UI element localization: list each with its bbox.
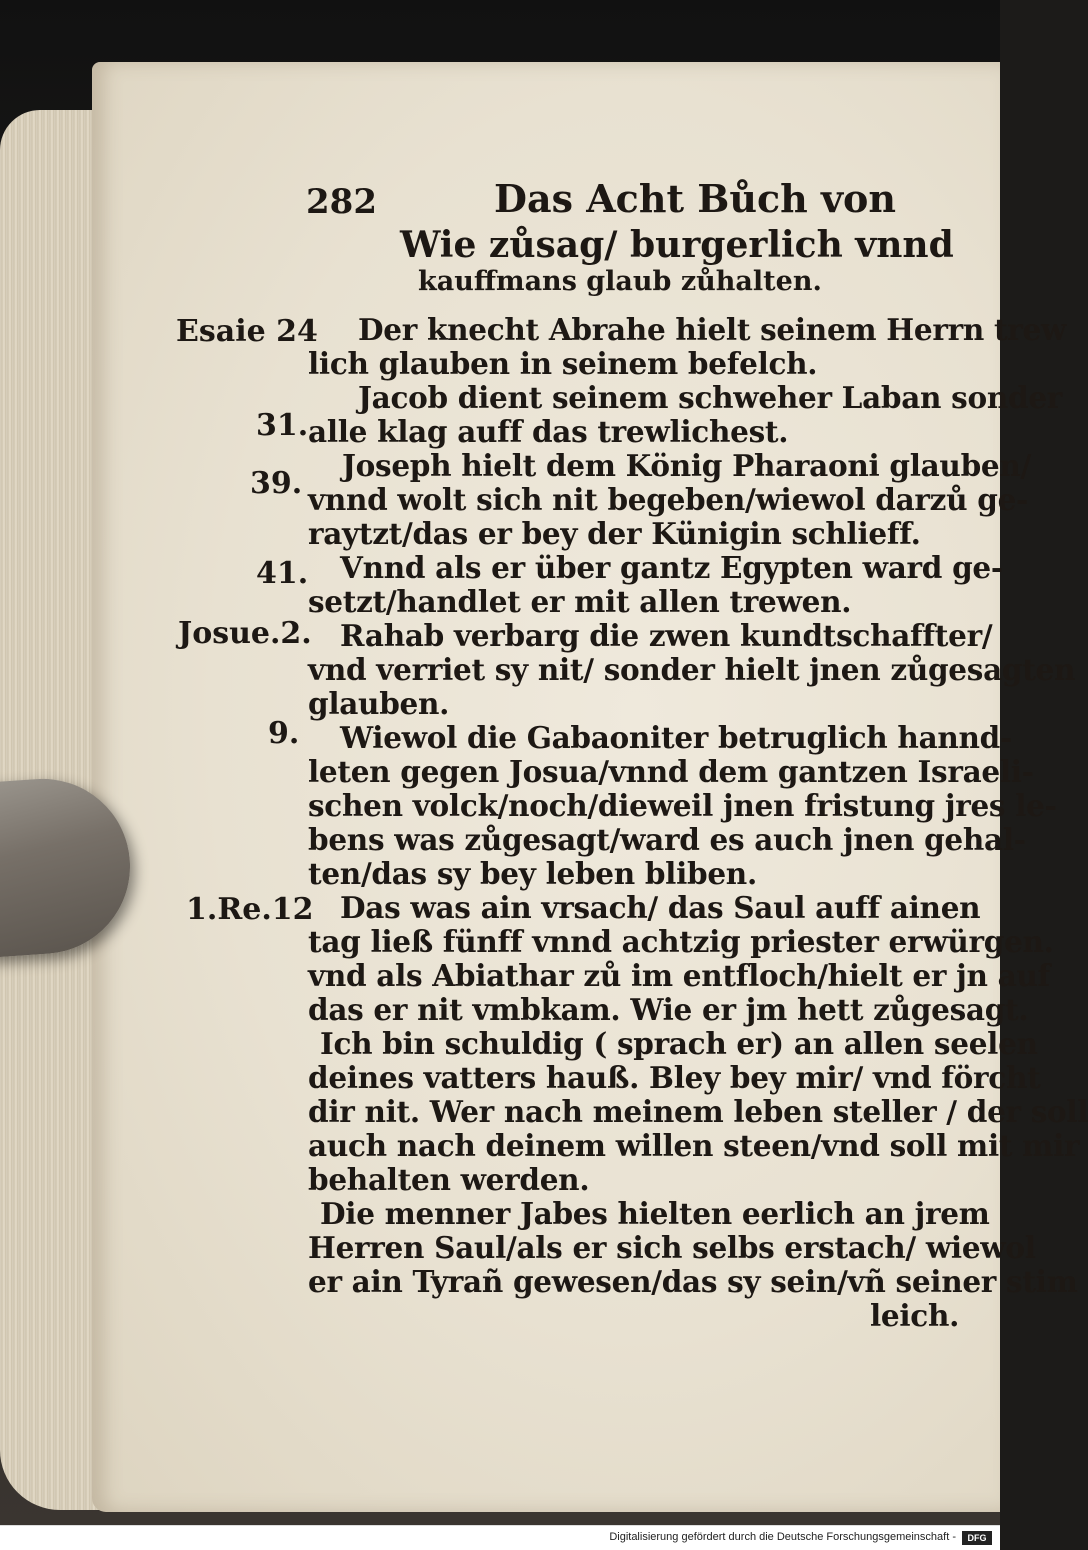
text-line: dir nit. Wer nach meinem leben steller / der soll [308, 1094, 1088, 1129]
text-line: Joseph hielt dem König Pharaoni glauben/ [342, 448, 1031, 483]
text-line: Wiewol die Gabaoniter betruglich hannd- [340, 720, 1012, 755]
dfg-logo: DFG [962, 1531, 992, 1545]
margin-note: Josue.2. [178, 616, 312, 651]
margin-note: 9. [268, 716, 300, 751]
footer-bar [0, 1525, 1000, 1550]
margin-note: 1.Re.12 [186, 892, 314, 927]
text-line: bens was zůgesagt/ward es auch jnen gehal- [308, 822, 1026, 857]
text-line: Ich bin schuldig ( sprach er) an allen seelen [320, 1026, 1038, 1061]
text-line: vnd verriet sy nit/ sonder hielt jnen zůgesagten [308, 652, 1076, 687]
margin-note: Esaie 24 [176, 314, 318, 349]
text-line: lich glauben in seinem befelch. [308, 346, 818, 381]
text-line: leten gegen Josua/vnnd dem gantzen Israeli- [308, 754, 1034, 789]
text-line: er ain Tyrañ gewesen/das sy sein/vñ seiner stim [308, 1264, 1078, 1299]
section-title: Wie zůsag/ burgerlich vnnd [400, 224, 954, 266]
text-line: das er nit vmbkam. Wie er jm hett zůgesagt. [308, 992, 1029, 1027]
text-line: ten/das sy bey leben bliben. [308, 856, 757, 891]
text-line: Herren Saul/als er sich selbs erstach/ wiewol [308, 1230, 1036, 1265]
text-line: Das was ain vrsach/ das Saul auff ainen [340, 890, 981, 925]
text-line: Die menner Jabes hielten eerlich an jrem [320, 1196, 990, 1231]
running-head: Das Acht Bůch von [494, 176, 897, 221]
text-line: behalten werden. [308, 1162, 590, 1197]
text-line: schen volck/noch/dieweil jnen fristung jres le- [308, 788, 1057, 823]
catchword: leich. [870, 1298, 960, 1333]
text-line: vnd als Abiathar zů im entfloch/hielt er jn auf [308, 958, 1050, 993]
margin-note: 41. [256, 556, 309, 591]
text-line: Rahab verbarg die zwen kundtschaffter/ [340, 618, 993, 653]
text-line: Vnnd als er über gantz Egypten ward ge- [340, 550, 1003, 585]
footer-credit: Digitalisierung gefördert durch die Deutsche Forschungsgemeinschaft - [609, 1531, 956, 1543]
section-subtitle: kauffmans glaub zůhalten. [418, 266, 822, 297]
text-line: alle klag auff das trewlichest. [308, 414, 789, 449]
margin-note: 31. [256, 408, 309, 443]
text-line: tag ließ fünff vnnd achtzig priester erwürgen. [308, 924, 1054, 959]
text-line: vnnd wolt sich nit begeben/wiewol darzů ge- [308, 482, 1028, 517]
page-number: 282 [306, 182, 377, 222]
text-line: glauben. [308, 686, 450, 721]
text-line: raytzt/das er bey der Künigin schlieff. [308, 516, 921, 551]
text-line: setzt/handlet er mit allen trewen. [308, 584, 852, 619]
text-line: Jacob dient seinem schweher Laban sonder [358, 380, 1063, 415]
text-line: auch nach deinem willen steen/vnd soll mit mir [308, 1128, 1080, 1163]
text-line: Der knecht Abrahe hielt seinem Herrn trew [358, 312, 1067, 347]
text-line: deines vatters hauß. Bley bey mir/ vnd förcht [308, 1060, 1041, 1095]
margin-note: 39. [250, 466, 303, 501]
